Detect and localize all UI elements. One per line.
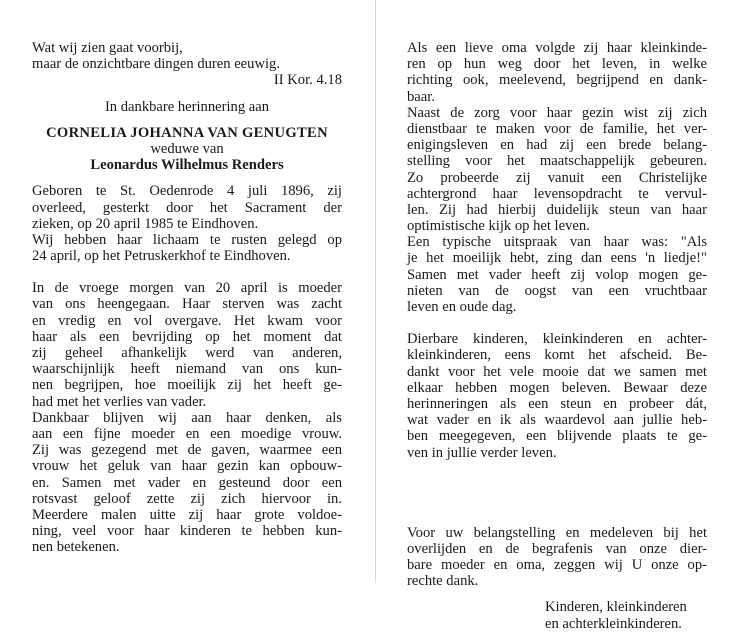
text-line: waarschijnlijk heeft niemand van ons kun- [32, 361, 342, 378]
text-line: overleed, gesterkt door het Sacrament der [32, 199, 342, 216]
text-line: leven en oude dag. [407, 299, 517, 315]
text-line: vrouw het geluk van haar gezin kan opbouw- [32, 458, 342, 475]
born-paragraph [32, 183, 342, 264]
text-line: nen begrijpen, hoe moeilijk zij het heeft ge- [32, 377, 342, 394]
text-line: ben meegegeven, een blijvende plaats te ge- [407, 428, 707, 445]
text-line: enigingsleven en had zij een brede belang- [407, 137, 707, 154]
text-line: In de vroege morgen van 20 april is moeder [32, 280, 342, 297]
text-line: zij geheel afhankelijk werd van anderen, [32, 345, 342, 361]
left-panel [32, 40, 342, 555]
text-line: wat vader en ik als waardevol aan jullie heb- [407, 412, 707, 429]
signature-line: Kinderen, kleinkinderen [545, 599, 687, 616]
text-line: rechte dank. [407, 573, 479, 590]
text-line: dienstbaar te maken voor de familie, het ver- [407, 120, 707, 137]
memory-intro: In dankbare herinnering aan [104, 98, 270, 115]
text-line: Voor uw belangstelling en medeleven bij het [407, 524, 707, 541]
text-line: bare moeder en oma, zeggen wij U onze op- [407, 557, 707, 574]
children-paragraph [407, 331, 707, 461]
text-line: Een typische uitspraak van haar was: "Als [407, 234, 707, 251]
text-line: rotsvast geloof zette zij zich hiervoor in. [32, 490, 342, 507]
text-line: achtergrond haar levensopdracht te vervul- [407, 185, 707, 202]
text-line: aan een fijne moeder en een moedige vrouw. [32, 425, 342, 442]
text-line: overlijden en de begrafenis van onze dier- [407, 540, 707, 557]
epigraph [32, 40, 342, 89]
text-line: ning, veel voor haar kinderen te hebben kun- [32, 523, 342, 540]
epigraph-line: maar de onzichtbare dingen duren eeuwig. [32, 56, 280, 73]
text-line: ven in jullie verder leven. [407, 444, 557, 461]
text-line: Samen met vader heeft zij volop mogen ge- [407, 266, 707, 283]
text-line: richting ook, meelevend, begrijpend en dank- [407, 72, 707, 89]
text-line: en. Samen met vader en gesteund door een [32, 474, 342, 491]
text-line: elkaar hebben mogen beleven. Bewaar deze [407, 379, 707, 396]
text-line: nen betekenen. [32, 539, 120, 556]
text-line: kleinkinderen, eens komt het afscheid. Be- [407, 347, 707, 364]
text-line: optimistische kijk op het leven. [407, 218, 590, 235]
text-line: Dierbare kinderen, kleinkinderen en achter- [407, 331, 707, 348]
signature-line: en achterkleinkinderen. [545, 615, 682, 632]
widow-of: weduwe van [150, 140, 224, 157]
thanks-paragraph [407, 525, 707, 590]
text-line: Wij hebben haar lichaam te rusten gelegd op [32, 231, 342, 248]
text-line: haar als een bevrijding op het moment dat [32, 328, 342, 345]
text-line: van ons heengegaan. Haar sterven was zacht [32, 296, 342, 313]
text-line: had met het verlies van vader. [32, 393, 207, 410]
text-line: len. Zij had hierbij duidelijk steun van haar [407, 201, 707, 218]
text-line: herinneringen als een steun en probeer dát, [407, 395, 707, 412]
text-line: je het moeilijk hebt, zing dan eens 'n liedje!" [407, 250, 707, 267]
text-line: Meerdere malen uitte zij haar grote voldoe- [32, 506, 342, 523]
deceased-name: CORNELIA JOHANNA VAN GENUGTEN [46, 124, 328, 141]
card-fold-divider [375, 0, 376, 583]
text-line: 24 april, op het Petruskerkhof te Eindhoven. [32, 248, 291, 265]
epigraph-reference: II Kor. 4.18 [273, 72, 342, 89]
signature [407, 599, 707, 631]
text-line: Naast de zorg voor haar gezin wist zij zich [407, 104, 707, 121]
right-panel [407, 40, 707, 632]
text-line: Zij was gezegend met de gaven, waarmee een [32, 442, 342, 459]
text-line: stelling voor het maatschappelijk gebeuren. [407, 153, 707, 170]
text-line: Geboren te St. Oedenrode 4 juli 1896, zij [32, 183, 342, 200]
text-line: baar. [407, 88, 435, 105]
morning-paragraph [32, 280, 342, 555]
text-line: ren op hun weg door het leven, in welke [407, 56, 707, 73]
text-line: en vredig en vol overgave. Het kwam voor [32, 312, 342, 329]
text-line: nieten van de oogst van een vruchtbaar [407, 282, 707, 299]
epigraph-line: Wat wij zien gaat voorbij, [32, 40, 183, 56]
text-line: Zo probeerde zij vanuit een Christelijke [407, 169, 707, 186]
text-line: Dankbaar blijven wij aan haar denken, als [32, 409, 342, 426]
grandma-paragraph [407, 40, 707, 315]
text-line: Als een lieve oma volgde zij haar kleinkinde- [407, 40, 707, 56]
text-line: dankt voor het vele mooie dat we samen met [407, 363, 707, 380]
spouse-name: Leonardus Wilhelmus Renders [90, 157, 284, 174]
text-line: zieken, op 20 april 1985 te Eindhoven. [32, 215, 259, 232]
